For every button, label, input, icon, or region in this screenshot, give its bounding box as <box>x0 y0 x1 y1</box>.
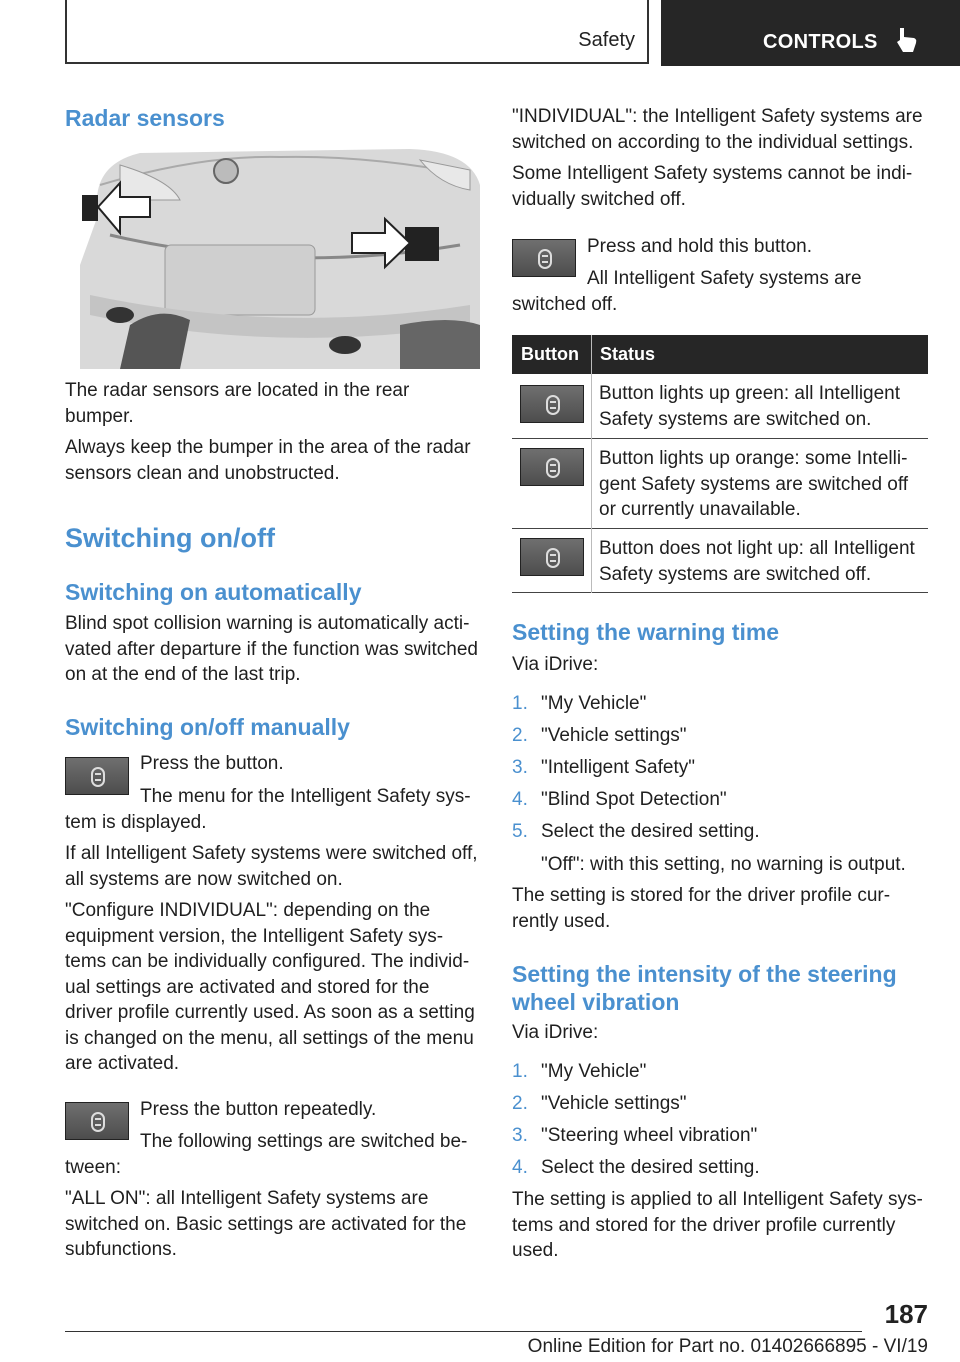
radar-sensors-heading: Radar sensors <box>65 105 225 131</box>
manual-heading: Switching on/off manually <box>65 714 350 740</box>
off-note: "Off": with this setting, no warning is output. <box>541 854 906 875</box>
step-number: 1. <box>512 1061 528 1082</box>
step-text: "Intelligent Safety" <box>541 757 695 778</box>
table-row <box>512 439 928 529</box>
table-divider <box>591 335 592 593</box>
safety-button-orange-image <box>520 448 584 486</box>
footer-divider <box>65 1331 862 1332</box>
press-repeatedly-text: Press the button repeatedly. <box>140 1099 377 1120</box>
warning-time-heading: Setting the warning time <box>512 619 780 645</box>
status-cell: Button lights up orange: some Intelli‐ gent Safety systems are switched off or currently unavailable. <box>599 448 909 520</box>
col-button-header: Button <box>521 344 579 364</box>
step-text: "My Vehicle" <box>541 693 647 714</box>
step-number: 2. <box>512 725 528 746</box>
header-section-box <box>65 0 649 64</box>
all-off-text: All Intelligent Safety systems are switched off. <box>512 268 862 315</box>
rear-bumper-illustration <box>80 145 480 369</box>
step-text: "My Vehicle" <box>541 1061 647 1082</box>
step-text: "Vehicle settings" <box>541 725 687 746</box>
step-text: "Blind Spot Detection" <box>541 789 727 810</box>
step-number: 1. <box>512 693 528 714</box>
safety-button-green-image <box>520 385 584 423</box>
individual-text: "INDIVIDUAL": the Intelligent Safety systems are switched on according to the individual settings. <box>512 106 923 153</box>
intensity-heading: Setting the intensity of the steering wheel vibration <box>512 961 897 1015</box>
via-idrive-1: Via iDrive: <box>512 654 599 675</box>
press-hold-text: Press and hold this button. <box>587 236 812 257</box>
following-settings-text: The following settings are switched be‐ tween: <box>65 1131 468 1178</box>
stored-note: The setting is stored for the driver profile cur‐ rently used. <box>512 885 891 932</box>
section-title: Safety <box>578 29 635 51</box>
safety-button-icon <box>545 394 561 416</box>
all-on-text: "ALL ON": all Intelligent Safety systems are switched on. Basic settings are activated for the subfunctions. <box>65 1188 467 1260</box>
page-number: 187 <box>884 1299 928 1329</box>
chapter-tab <box>661 0 960 66</box>
step-number: 4. <box>512 789 528 810</box>
via-idrive-2: Via iDrive: <box>512 1022 599 1043</box>
status-cell: Button does not light up: all Intelligent Safety systems are switched off. <box>599 538 915 585</box>
col-status-header: Status <box>600 344 656 364</box>
if-all-text: If all Intelligent Safety systems were switched off, all systems are now switched on. <box>65 843 478 890</box>
status-cell: Button lights up green: all Intelligent Safety systems are switched on. <box>599 383 901 430</box>
menu-displayed-text: The menu for the Intelligent Safety sys‐ tem is displayed. <box>65 786 471 833</box>
step-number: 3. <box>512 757 528 778</box>
step-number: 5. <box>512 821 528 842</box>
step-number: 4. <box>512 1157 528 1178</box>
radar-paragraph-2: Always keep the bumper in the area of the radar sensors clean and unobstructed. <box>65 437 471 484</box>
hand-pointer-icon <box>895 26 919 54</box>
table-row <box>512 529 928 593</box>
step-number: 3. <box>512 1125 528 1146</box>
safety-button-off-image <box>520 538 584 576</box>
press-button-text: Press the button. <box>140 753 284 774</box>
step-text: "Vehicle settings" <box>541 1093 687 1114</box>
status-table-header <box>512 335 928 374</box>
step-text: Select the desired setting. <box>541 1157 760 1178</box>
safety-button-icon <box>545 457 561 479</box>
table-row <box>512 374 928 439</box>
chapter-title: CONTROLS <box>763 31 878 53</box>
step-number: 2. <box>512 1093 528 1114</box>
radar-paragraph-1: The radar sensors are located in the rear bumper. <box>65 380 410 427</box>
auto-heading: Switching on automatically <box>65 579 362 605</box>
switching-heading: Switching on/off <box>65 523 275 553</box>
step-text: Select the desired setting. <box>541 821 760 842</box>
some-systems-text: Some Intelligent Safety systems cannot be indi‐ vidually switched off. <box>512 163 913 210</box>
configure-text: "Configure INDIVIDUAL": depending on the equipment version, the Intelligent Safety sys‐ tems can be individually configured. The individ‐ ual settings are activated and stored for the driver profile currently used. As soon as a setting is changed on the menu, all settings of the menu are activated. <box>65 900 475 1074</box>
step-text: "Steering wheel vibration" <box>541 1125 758 1146</box>
edition-text: Online Edition for Part no. 01402666895 - VI/19 <box>527 1336 928 1357</box>
auto-paragraph: Blind spot collision warning is automatically acti‐ vated after departure if the function was switched on at the end of the last trip. <box>65 613 478 685</box>
applied-note: The setting is applied to all Intelligent Safety sys‐ tems and stored for the driver profile currently used. <box>512 1189 923 1261</box>
safety-button-icon <box>545 547 561 569</box>
